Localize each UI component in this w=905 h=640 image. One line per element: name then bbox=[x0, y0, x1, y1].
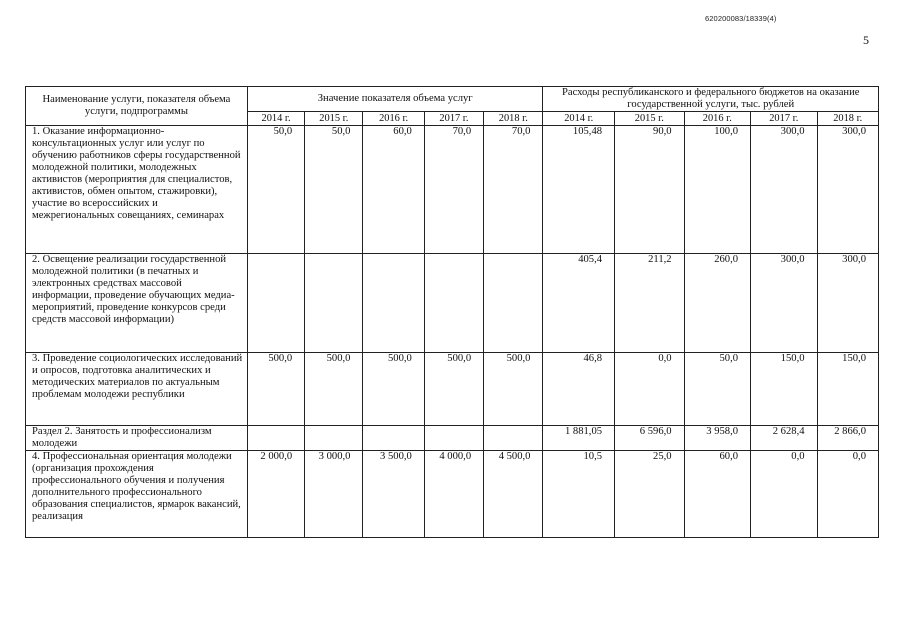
table-row bbox=[26, 426, 879, 451]
row-name: 1. Оказание информационно-консультационных услуг или услуг по обучению работников сферы государственной молодежной политики, молодежных активистов (мероприятия для специалистов, активистов, обмен опытом, стажировки), участие во всероссийских и межрегиональных совещаниях, семинарах bbox=[26, 126, 248, 254]
volume-cell bbox=[363, 426, 424, 451]
volume-cell: 500,0 bbox=[363, 353, 424, 426]
volume-cell: 4 000,0 bbox=[424, 451, 483, 538]
volume-cell: 60,0 bbox=[363, 126, 424, 254]
row-name: 3. Проведение социологических исследований и опросов, подготовка аналитических и методических материалов по актуальным проблемам молодежи республики bbox=[26, 353, 248, 426]
volume-cell bbox=[484, 254, 543, 353]
budget-year-header: 2015 г. bbox=[615, 112, 685, 126]
volume-cell: 500,0 bbox=[484, 353, 543, 426]
volume-cell: 50,0 bbox=[305, 126, 363, 254]
volume-cell bbox=[424, 426, 483, 451]
budget-cell: 0,0 bbox=[751, 451, 817, 538]
header-name-column: Наименование услуги, показателя объема услуги, подпрограммы bbox=[26, 87, 248, 126]
budget-cell: 10,5 bbox=[543, 451, 615, 538]
volume-cell: 500,0 bbox=[247, 353, 304, 426]
table-row bbox=[26, 353, 879, 426]
budget-cell: 60,0 bbox=[684, 451, 750, 538]
volume-cell bbox=[305, 254, 363, 353]
volume-year-header: 2015 г. bbox=[305, 112, 363, 126]
budget-year-header: 2016 г. bbox=[684, 112, 750, 126]
budget-cell: 300,0 bbox=[751, 254, 817, 353]
volume-cell bbox=[484, 426, 543, 451]
budget-cell: 100,0 bbox=[684, 126, 750, 254]
budget-cell: 105,48 bbox=[543, 126, 615, 254]
budget-cell: 300,0 bbox=[751, 126, 817, 254]
table-row bbox=[26, 254, 879, 353]
volume-cell: 500,0 bbox=[305, 353, 363, 426]
table-row bbox=[26, 451, 879, 538]
budget-cell: 46,8 bbox=[543, 353, 615, 426]
header-volume-group: Значение показателя объема услуг bbox=[247, 87, 543, 112]
volume-cell: 2 000,0 bbox=[247, 451, 304, 538]
budget-cell: 150,0 bbox=[751, 353, 817, 426]
volume-cell: 50,0 bbox=[247, 126, 304, 254]
budget-cell: 405,4 bbox=[543, 254, 615, 353]
budget-cell: 2 628,4 bbox=[751, 426, 817, 451]
document-id: 620200083/18339(4) bbox=[705, 14, 777, 23]
budget-cell: 25,0 bbox=[615, 451, 685, 538]
budget-cell: 0,0 bbox=[817, 451, 878, 538]
volume-year-header: 2014 г. bbox=[247, 112, 304, 126]
budget-year-header: 2017 г. bbox=[751, 112, 817, 126]
volume-cell bbox=[305, 426, 363, 451]
volume-cell: 500,0 bbox=[424, 353, 483, 426]
budget-cell: 0,0 bbox=[615, 353, 685, 426]
volume-year-header: 2016 г. bbox=[363, 112, 424, 126]
page-number: 5 bbox=[863, 33, 869, 47]
volume-cell bbox=[247, 426, 304, 451]
volume-cell bbox=[247, 254, 304, 353]
volume-cell: 70,0 bbox=[424, 126, 483, 254]
volume-cell bbox=[424, 254, 483, 353]
volume-cell: 3 000,0 bbox=[305, 451, 363, 538]
budget-cell: 300,0 bbox=[817, 126, 878, 254]
budget-cell: 2 866,0 bbox=[817, 426, 878, 451]
budget-cell: 1 881,05 bbox=[543, 426, 615, 451]
budget-cell: 260,0 bbox=[684, 254, 750, 353]
budget-cell: 150,0 bbox=[817, 353, 878, 426]
table-row bbox=[26, 126, 879, 254]
budget-cell: 300,0 bbox=[817, 254, 878, 353]
budget-year-header: 2014 г. bbox=[543, 112, 615, 126]
volume-cell: 3 500,0 bbox=[363, 451, 424, 538]
row-name: 2. Освещение реализации государственной молодежной политики (в печатных и электронных средствах массовой информации, проведение обучающих медиа-мероприятий, проведение конкурсов среди средств массовой информации) bbox=[26, 254, 248, 353]
volume-cell: 4 500,0 bbox=[484, 451, 543, 538]
budget-cell: 90,0 bbox=[615, 126, 685, 254]
budget-cell: 3 958,0 bbox=[684, 426, 750, 451]
header-budget-group: Расходы республиканского и федерального бюджетов на оказание государственной услуги, тыс. рублей bbox=[543, 87, 879, 112]
row-name: Раздел 2. Занятость и профессионализм молодежи bbox=[26, 426, 248, 451]
header-row bbox=[26, 87, 879, 112]
row-name: 4. Профессиональная ориентация молодежи (организация прохождения профессионального обучения и получения дополнительного профессионального образования специалистов, ярмарок вакансий, реализация bbox=[26, 451, 248, 538]
budget-cell: 211,2 bbox=[615, 254, 685, 353]
volume-year-header: 2017 г. bbox=[424, 112, 483, 126]
services-table bbox=[25, 86, 879, 538]
volume-cell: 70,0 bbox=[484, 126, 543, 254]
budget-year-header: 2018 г. bbox=[817, 112, 878, 126]
volume-year-header: 2018 г. bbox=[484, 112, 543, 126]
budget-cell: 50,0 bbox=[684, 353, 750, 426]
budget-cell: 6 596,0 bbox=[615, 426, 685, 451]
volume-cell bbox=[363, 254, 424, 353]
